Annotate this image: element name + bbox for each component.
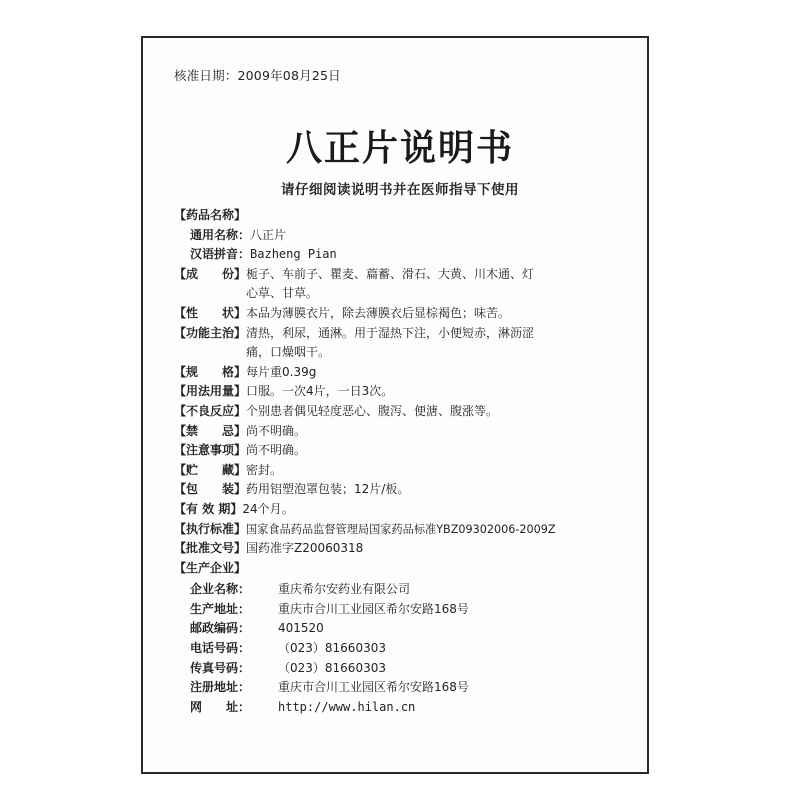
manufacturer-row bbox=[174, 580, 634, 600]
package-value: 药用铝塑泡罩包装；12片/板。 bbox=[246, 482, 410, 497]
ingredients-value-line2: 心草、甘草。 bbox=[246, 286, 319, 301]
contraindications-value: 尚不明确。 bbox=[246, 423, 307, 438]
manufacturer-row bbox=[174, 659, 634, 679]
manufacturer-row-label: 传真号码： bbox=[190, 660, 251, 675]
contraindications-row bbox=[174, 422, 634, 442]
dosage-row bbox=[174, 382, 634, 402]
manufacturer-row-label: 生产地址： bbox=[190, 601, 251, 616]
precautions-row bbox=[174, 441, 634, 461]
character-value: 本品为薄膜衣片，除去薄膜衣后显棕褐色；味苦。 bbox=[246, 305, 511, 320]
manufacturer-row-value: 重庆市合川工业园区希尔安路168号 bbox=[278, 680, 469, 695]
indications-row bbox=[174, 324, 634, 363]
manufacturer-row-label: 注册地址： bbox=[190, 680, 251, 695]
manufacturer-website: http://www.hilan.cn bbox=[278, 699, 416, 714]
manufacturer-row-label: 网 址： bbox=[190, 699, 251, 714]
generic-name-value: 八正片 bbox=[250, 227, 287, 242]
page-title: 八正片说明书 bbox=[285, 127, 514, 169]
manufacturer-row-value: 重庆希尔安药业有限公司 bbox=[278, 582, 411, 597]
dosage-label: 【用法用量】 bbox=[174, 384, 247, 399]
adverse-value: 个别患者偶见轻度恶心、腹泻、便溏、腹涨等。 bbox=[246, 403, 499, 418]
standard-label: 【执行标准】 bbox=[174, 521, 247, 536]
drug-name-header: 【药品名称】 bbox=[174, 208, 247, 222]
manufacturer-row-value: 401520 bbox=[278, 621, 324, 636]
approval-date: 核准日期：2009年08月25日 bbox=[174, 68, 341, 83]
standard-value: 国家食品药品监督管理局国家药品标准YBZ09302006-2009Z bbox=[246, 522, 556, 536]
manufacturer-section bbox=[174, 559, 634, 579]
indications-value-line1: 清热，利尿，通淋。用于湿热下注，小便短赤，淋沥涩 bbox=[246, 325, 535, 340]
manufacturer-row-value: （023）81660303 bbox=[278, 660, 386, 675]
ingredients-value-line1: 栀子、车前子、瞿麦、萹蓄、滑石、大黄、川木通、灯 bbox=[246, 266, 535, 281]
ingredients-row bbox=[174, 265, 634, 304]
leaflet-content bbox=[174, 206, 634, 717]
specification-row bbox=[174, 363, 634, 383]
adverse-row bbox=[174, 402, 634, 422]
generic-name-label: 通用名称： bbox=[190, 227, 251, 242]
specification-label: 【规 格】 bbox=[174, 364, 247, 379]
manufacturer-row bbox=[174, 678, 634, 698]
validity-label: 【有 效 期】 bbox=[174, 501, 243, 516]
manufacturer-row-label: 电话号码： bbox=[190, 641, 251, 656]
page-subtitle: 请仔细阅读说明书并在医师指导下使用 bbox=[281, 182, 519, 198]
manufacturer-row-label: 企业名称： bbox=[190, 582, 251, 597]
generic-name-row bbox=[174, 226, 634, 246]
manufacturer-row bbox=[174, 619, 634, 639]
indications-label: 【功能主治】 bbox=[174, 325, 247, 340]
pinyin-value: Bazheng Pian bbox=[250, 247, 337, 262]
pinyin-row bbox=[174, 245, 634, 265]
approval-number-row bbox=[174, 539, 634, 559]
precautions-label: 【注意事项】 bbox=[174, 443, 247, 458]
drug-name-section bbox=[174, 206, 634, 226]
validity-row bbox=[174, 500, 634, 520]
adverse-label: 【不良反应】 bbox=[174, 403, 247, 418]
character-row bbox=[174, 304, 634, 324]
specification-value: 每片重0.39g bbox=[246, 364, 317, 379]
manufacturer-row-value: （023）81660303 bbox=[278, 641, 386, 656]
precautions-value: 尚不明确。 bbox=[246, 443, 307, 458]
ingredients-label: 【成 份】 bbox=[174, 266, 247, 281]
character-label: 【性 状】 bbox=[174, 305, 247, 320]
storage-value: 密封。 bbox=[246, 462, 283, 477]
contraindications-label: 【禁 忌】 bbox=[174, 423, 247, 438]
manufacturer-row bbox=[174, 639, 634, 659]
package-label: 【包 装】 bbox=[174, 482, 247, 497]
standard-row bbox=[174, 520, 634, 540]
storage-label: 【贮 藏】 bbox=[174, 462, 247, 477]
validity-value: 24个月。 bbox=[242, 501, 294, 516]
manufacturer-row bbox=[174, 698, 634, 718]
manufacturer-header: 【生产企业】 bbox=[174, 560, 247, 575]
approval-number-value: 国药准字Z20060318 bbox=[246, 541, 364, 556]
approval-number-label: 【批准文号】 bbox=[174, 541, 247, 556]
indications-value-line2: 痛，口燥咽干。 bbox=[246, 345, 331, 360]
pinyin-label: 汉语拼音： bbox=[190, 247, 251, 262]
dosage-value: 口服。一次4片，一日3次。 bbox=[246, 384, 394, 399]
manufacturer-row-label: 邮政编码： bbox=[190, 621, 251, 636]
package-row bbox=[174, 480, 634, 500]
manufacturer-row bbox=[174, 600, 634, 620]
manufacturer-row-value: 重庆市合川工业园区希尔安路168号 bbox=[278, 601, 469, 616]
storage-row bbox=[174, 461, 634, 481]
